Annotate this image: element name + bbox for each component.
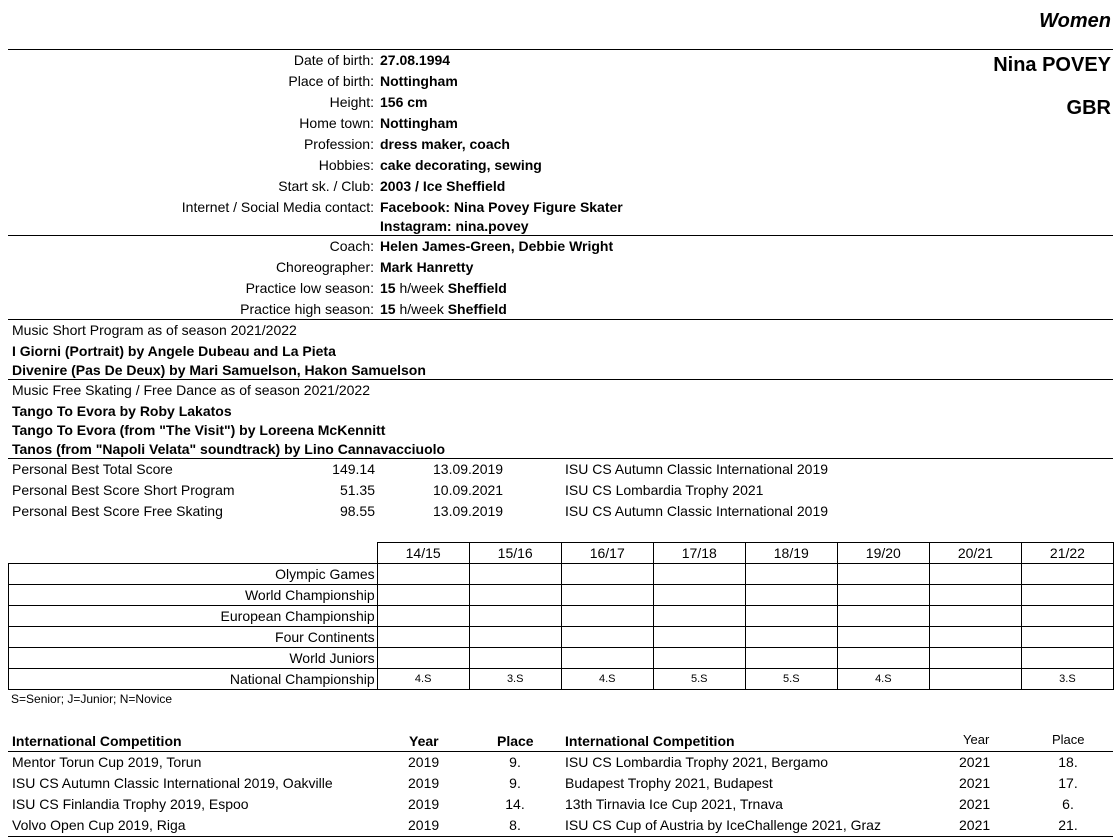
- competitions-bottom-divider: [8, 836, 1113, 837]
- table-row: [9, 564, 1114, 585]
- result-cell: [929, 606, 1021, 627]
- result-cell: [929, 648, 1021, 669]
- table-row: [9, 648, 1114, 669]
- season-header: 14/15: [377, 543, 469, 564]
- pb-score: 98.55: [339, 503, 375, 519]
- social-facebook: Facebook: Nina Povey Figure Skater: [380, 199, 623, 215]
- row-label: Four Continents: [9, 627, 378, 648]
- row-label: European Championship: [9, 606, 378, 627]
- season-results-table: [8, 542, 1114, 690]
- result-cell: [745, 606, 837, 627]
- result-cell: [929, 669, 1021, 690]
- competition-year: 2021: [959, 754, 991, 770]
- result-cell: [929, 627, 1021, 648]
- result-cell: [1021, 564, 1113, 585]
- competition-name: ISU CS Lombardia Trophy 2021, Bergamo: [565, 754, 829, 770]
- result-cell: [561, 627, 653, 648]
- comp-col-header-right: International Competition: [565, 733, 735, 749]
- fs-music-2: Tango To Evora (from "The Visit") by Loreena McKennitt: [12, 422, 386, 438]
- competition-year: 2019: [408, 775, 440, 791]
- result-cell: [653, 606, 745, 627]
- competition-year: 2021: [959, 775, 991, 791]
- pb-score: 51.35: [339, 482, 375, 498]
- result-cell: [653, 627, 745, 648]
- choreographer-value: Mark Hanretty: [380, 259, 474, 275]
- practice-high-label: Practice high season:: [240, 301, 374, 317]
- dob-value: 27.08.1994: [380, 52, 451, 68]
- result-cell: 4.S: [561, 669, 653, 690]
- season-header: 16/17: [561, 543, 653, 564]
- result-cell: [837, 627, 929, 648]
- row-label: Olympic Games: [9, 564, 378, 585]
- pb-label: Personal Best Total Score: [12, 461, 173, 477]
- competition-year: 2019: [408, 754, 440, 770]
- music-divider: [8, 379, 1113, 380]
- result-cell: [745, 627, 837, 648]
- athlete-nation: GBR: [1066, 97, 1111, 119]
- result-cell: [377, 564, 469, 585]
- result-cell: 3.S: [469, 669, 561, 690]
- season-header: 18/19: [745, 543, 837, 564]
- hobbies-value: cake decorating, sewing: [380, 157, 542, 173]
- competition-place: 18.: [1058, 754, 1078, 770]
- competition-name: Volvo Open Cup 2019, Riga: [12, 817, 186, 833]
- season-header: 15/16: [469, 543, 561, 564]
- year-col-header-right: Year: [963, 732, 990, 747]
- competition-place: 21.: [1058, 817, 1078, 833]
- competition-name: Budapest Trophy 2021, Budapest: [565, 775, 773, 791]
- pb-date: 13.09.2019: [433, 461, 504, 477]
- result-cell: [653, 585, 745, 606]
- result-cell: [561, 606, 653, 627]
- hobbies-label: Hobbies:: [318, 157, 374, 173]
- hometown-label: Home town:: [299, 115, 374, 131]
- table-row: [9, 606, 1114, 627]
- result-cell: [653, 648, 745, 669]
- place-col-header-left: Place: [497, 733, 534, 749]
- place-col-header-right: Place: [1052, 732, 1085, 747]
- result-cell: [745, 585, 837, 606]
- dob-label: Date of birth:: [293, 52, 374, 68]
- athlete-name: Nina POVEY: [993, 54, 1111, 76]
- competition-place: 9.: [509, 754, 521, 770]
- competition-name: Mentor Torun Cup 2019, Torun: [12, 754, 202, 770]
- result-cell: [469, 648, 561, 669]
- result-cell: [377, 648, 469, 669]
- social-label: Internet / Social Media contact:: [181, 199, 374, 215]
- table-corner: [9, 543, 378, 564]
- result-cell: [745, 648, 837, 669]
- table-row: [9, 669, 1114, 690]
- result-cell: [837, 606, 929, 627]
- sp-music-2: Divenire (Pas De Deux) by Mari Samuelson, Hakon Samuelson: [12, 362, 426, 378]
- choreographer-label: Choreographer:: [275, 259, 374, 275]
- result-cell: 3.S: [1021, 669, 1113, 690]
- comp-col-header-left: International Competition: [12, 733, 182, 749]
- result-cell: [469, 564, 561, 585]
- result-cell: [837, 648, 929, 669]
- competition-place: 6.: [1062, 796, 1074, 812]
- season-header: 17/18: [653, 543, 745, 564]
- hometown-value: Nottingham: [380, 115, 458, 131]
- pb-event: ISU CS Autumn Classic International 2019: [565, 503, 829, 519]
- result-cell: [837, 585, 929, 606]
- result-cell: [377, 585, 469, 606]
- club-label: Start sk. / Club:: [278, 178, 374, 194]
- training-divider: [8, 319, 1113, 320]
- practice-low-unit: h/week: [395, 280, 448, 296]
- practice-high-place: Sheffield: [447, 301, 507, 317]
- pb-label: Personal Best Score Short Program: [12, 482, 235, 498]
- pob-label: Place of birth:: [288, 73, 374, 89]
- result-cell: [561, 564, 653, 585]
- category-title: Women: [1039, 10, 1111, 32]
- result-cell: [377, 627, 469, 648]
- pb-score: 149.14: [332, 461, 375, 477]
- result-cell: [1021, 627, 1113, 648]
- height-value: 156 cm: [380, 94, 428, 110]
- club-value: 2003 / Ice Sheffield: [380, 178, 506, 194]
- pob-value: Nottingham: [380, 73, 458, 89]
- pb-event: ISU CS Autumn Classic International 2019: [565, 461, 829, 477]
- social-instagram: Instagram: nina.povey: [380, 218, 529, 234]
- pb-event: ISU CS Lombardia Trophy 2021: [565, 482, 764, 498]
- result-cell: [929, 585, 1021, 606]
- pb-date: 10.09.2021: [433, 482, 504, 498]
- result-cell: 4.S: [837, 669, 929, 690]
- season-header: 21/22: [1021, 543, 1113, 564]
- practice-low-place: Sheffield: [447, 280, 507, 296]
- fs-music-heading: Music Free Skating / Free Dance as of season 2021/2022: [12, 382, 370, 398]
- result-cell: 4.S: [377, 669, 469, 690]
- competition-name: ISU CS Autumn Classic International 2019, Oakville: [12, 775, 333, 791]
- competition-year: 2021: [959, 817, 991, 833]
- row-label: National Championship: [9, 669, 378, 690]
- pb-label: Personal Best Score Free Skating: [12, 503, 223, 519]
- competition-name: 13th Tirnavia Ice Cup 2021, Trnava: [565, 796, 783, 812]
- table-header-row: [9, 543, 1114, 564]
- level-legend: S=Senior; J=Junior; N=Novice: [11, 692, 173, 706]
- pb-date: 13.09.2019: [433, 503, 504, 519]
- practice-low-value: [380, 280, 507, 296]
- competition-name: ISU CS Finlandia Trophy 2019, Espoo: [12, 796, 249, 812]
- competition-year: 2019: [408, 796, 440, 812]
- table-row: [9, 585, 1114, 606]
- result-cell: 5.S: [745, 669, 837, 690]
- result-cell: [929, 564, 1021, 585]
- practice-low-label: Practice low season:: [245, 280, 374, 296]
- competition-place: 17.: [1058, 775, 1078, 791]
- result-cell: [561, 648, 653, 669]
- competition-place: 14.: [505, 796, 525, 812]
- music-bottom-divider: [8, 458, 1113, 459]
- result-cell: [1021, 648, 1113, 669]
- season-header: 20/21: [929, 543, 1021, 564]
- result-cell: [469, 627, 561, 648]
- fs-music-1: Tango To Evora by Roby Lakatos: [12, 403, 232, 419]
- result-cell: [561, 585, 653, 606]
- result-cell: 5.S: [653, 669, 745, 690]
- season-header: 19/20: [837, 543, 929, 564]
- competition-year: 2021: [959, 796, 991, 812]
- result-cell: [1021, 585, 1113, 606]
- header-divider: [8, 49, 1113, 50]
- row-label: World Championship: [9, 585, 378, 606]
- fs-music-3: Tanos (from "Napoli Velata" soundtrack) by Lino Cannavacciuolo: [12, 441, 446, 457]
- practice-high-value: [380, 301, 507, 317]
- practice-high-hours: 15: [380, 301, 396, 317]
- result-cell: [1021, 606, 1113, 627]
- height-label: Height:: [329, 94, 374, 110]
- competition-year: 2019: [408, 817, 440, 833]
- competition-name: ISU CS Cup of Austria by IceChallenge 2021, Graz: [565, 817, 881, 833]
- coach-value: Helen James-Green, Debbie Wright: [380, 238, 614, 254]
- result-cell: [469, 606, 561, 627]
- competitions-header-divider: [8, 751, 1113, 752]
- coach-label: Coach:: [329, 238, 374, 254]
- practice-high-unit: h/week: [395, 301, 448, 317]
- competition-place: 8.: [509, 817, 521, 833]
- table-row: [9, 627, 1114, 648]
- sp-music-heading: Music Short Program as of season 2021/2022: [12, 322, 297, 338]
- result-cell: [469, 585, 561, 606]
- result-cell: [837, 564, 929, 585]
- row-label: World Juniors: [9, 648, 378, 669]
- result-cell: [653, 564, 745, 585]
- year-col-header-left: Year: [409, 733, 439, 749]
- result-cell: [377, 606, 469, 627]
- profession-label: Profession:: [303, 136, 374, 152]
- result-cell: [745, 564, 837, 585]
- practice-low-hours: 15: [380, 280, 396, 296]
- profile-divider: [8, 235, 1113, 236]
- sp-music-1: I Giorni (Portrait) by Angele Dubeau and La Pieta: [12, 343, 336, 359]
- profession-value: dress maker, coach: [380, 136, 510, 152]
- competition-place: 9.: [509, 775, 521, 791]
